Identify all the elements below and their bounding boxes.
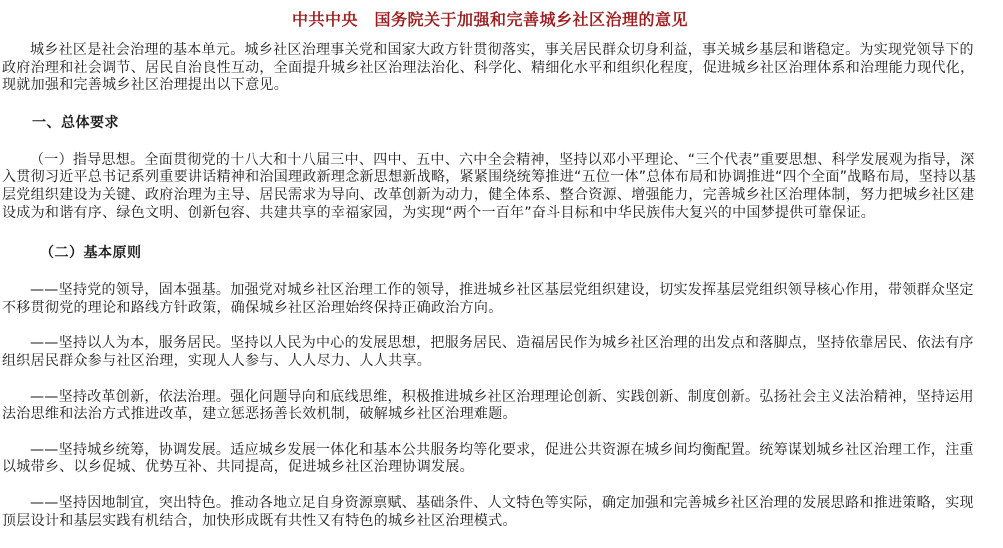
principle-paragraph-local-conditions: ——坚持因地制宜，突出特色。推动各地立足自身资源禀赋、基础条件、人文特色等实际，确定加强和完善城乡社区治理的发展思路和推进策略，实现顶层设计和基层实践有机结合，加快形成既有共性又有特色的城乡社区治理模式。	[2, 494, 974, 529]
intro-paragraph: 城乡社区是社会治理的基本单元。城乡社区治理事关党和国家大政方针贯彻落实，事关居民群众切身利益，事关城乡基层和谐稳定。为实现党领导下的政府治理和社会调节、居民自治良性互动，全面提升城乡社区治理法治化、科学化、精细化水平和组织化程度，促进城乡社区治理体系和治理能力现代化，现就加强和完善城乡社区治理提出以下意见。	[2, 42, 975, 94]
principle-paragraph-urban-rural: ——坚持城乡统筹，协调发展。适应城乡发展一体化和基本公共服务均等化要求，促进公共资源在城乡间均衡配置。统筹谋划城乡社区治理工作，注重以城带乡、以乡促城、优势互补、共同提高，促进城乡社区治理协调发展。	[2, 441, 974, 476]
guiding-ideology-paragraph: （一）指导思想。全面贯彻党的十八大和十八届三中、四中、五中、六中全会精神，坚持以邓小平理论、“三个代表”重要思想、科学发展观为指导，深入贯彻习近平总书记系列重要讲话精神和治国理政新理念新思想新战略，紧紧围绕统筹推进“五位一体”总体布局和协调推进“四个全面”战略布局，坚持以基层党组织建设为关键、政府治理为主导、居民需求为导向、改革创新为动力，健全体系、整合资源、增强能力，完善城乡社区治理体制，努力把城乡社区建设成为和谐有序、绿色文明、创新包容、共建共享的幸福家园，为实现“两个一百年”奋斗目标和中华民族伟大复兴的中国梦提供可靠保证。	[2, 151, 977, 221]
document-title: 中共中央 国务院关于加强和完善城乡社区治理的意见	[291, 10, 688, 29]
document-body	[2, 0, 978, 548]
basic-principles-heading: （二）基本原则	[40, 245, 142, 262]
principle-paragraph-party-leadership: ——坚持党的领导，固本强基。加强党对城乡社区治理工作的领导，推进城乡社区基层党组织建设，切实发挥基层党组织领导核心作用，带领群众坚定不移贯彻党的理论和路线方针政策，确保城乡社区治理始终保持正确政治方向。	[2, 282, 974, 316]
principle-paragraph-people-centered: ——坚持以人为本，服务居民。坚持以人民为中心的发展思想，把服务居民、造福居民作为城乡社区治理的出发点和落脚点，坚持依靠居民、依法有序组织居民群众参与社区治理，实现人人参与、人人尽力、人人共享。	[2, 335, 974, 369]
section-heading-general-requirements: 一、总体要求	[32, 114, 119, 131]
principle-paragraph-reform-innovation: ——坚持改革创新，依法治理。强化问题导向和底线思维，积极推进城乡社区治理理论创新、实践创新、制度创新。弘扬社会主义法治精神，坚持运用法治思维和法治方式推进改革，建立惩恶扬善长效机制，破解城乡社区治理难题。	[2, 388, 974, 423]
